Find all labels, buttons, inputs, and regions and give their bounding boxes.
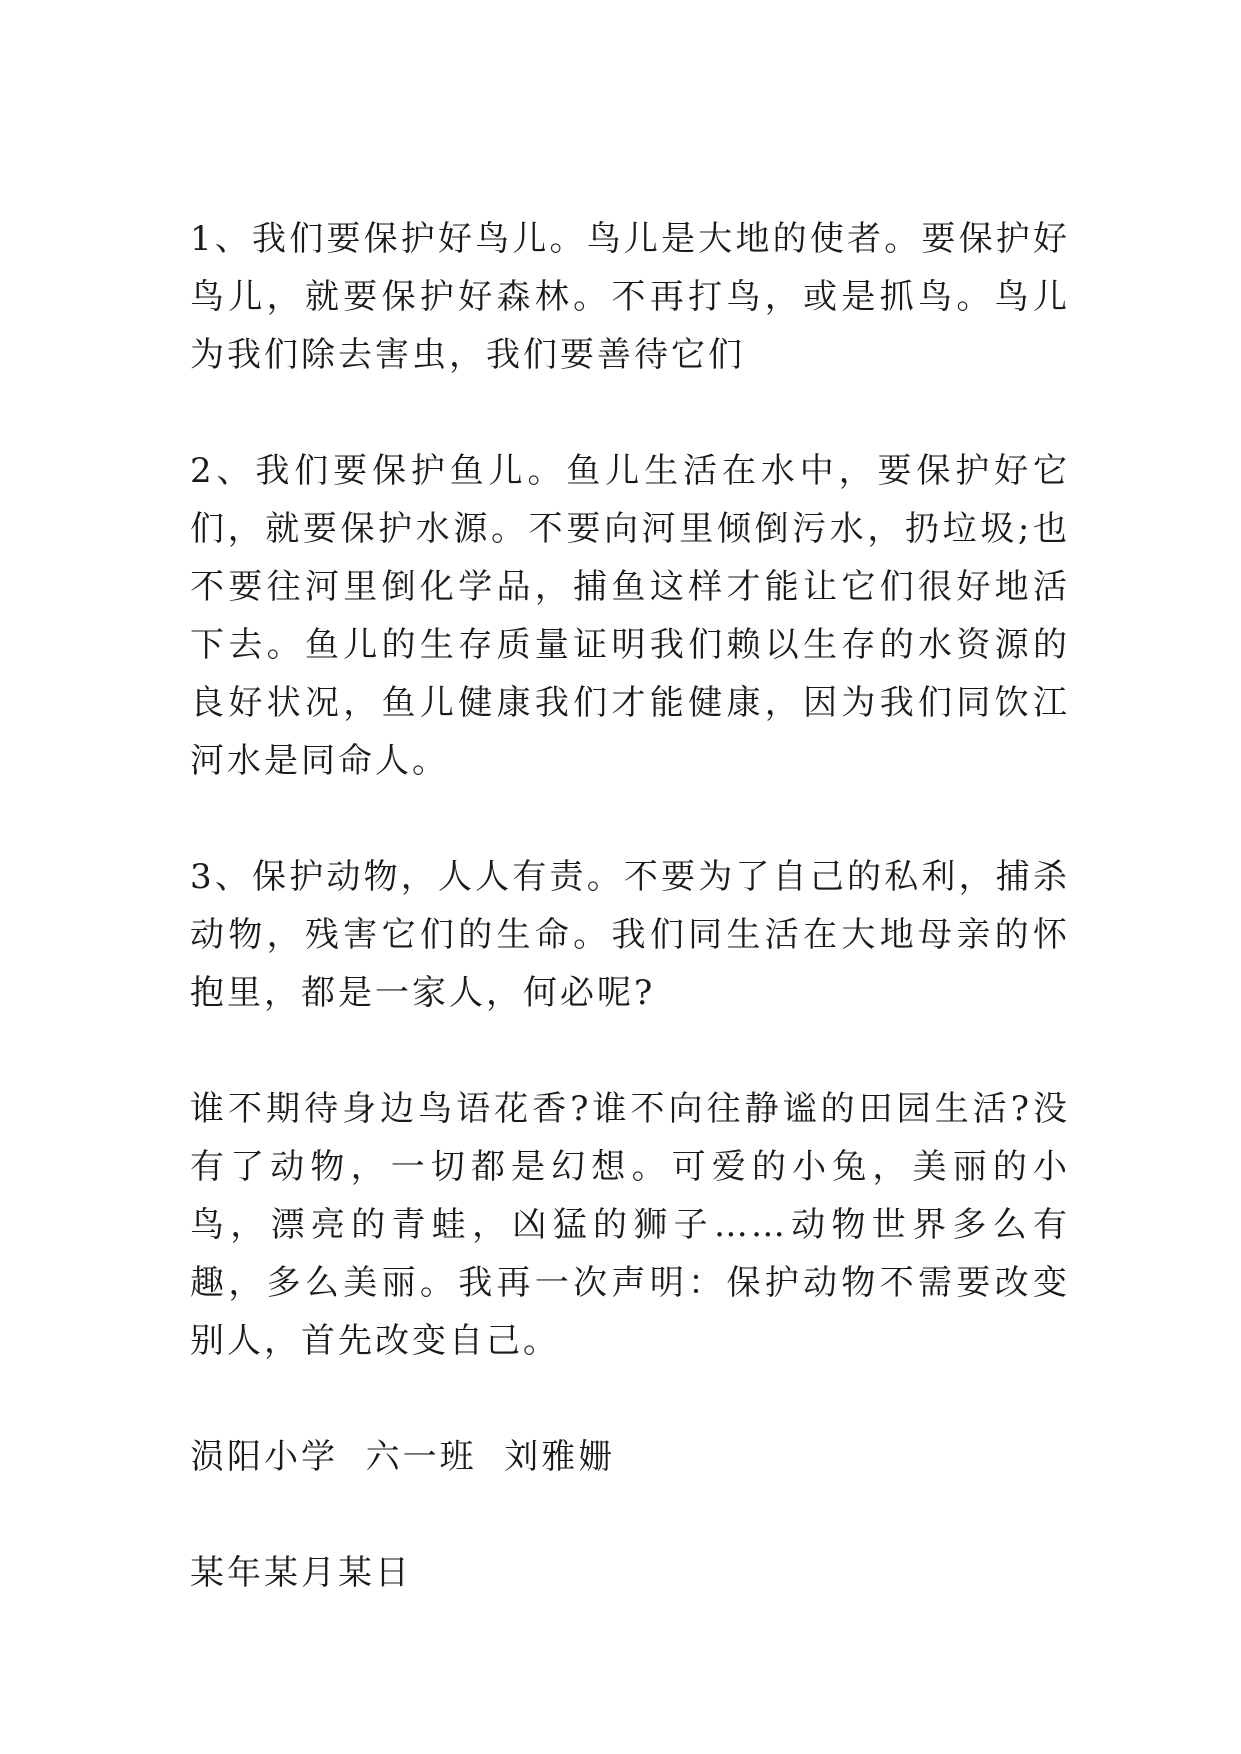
- paragraph-3: 3、保护动物，人人有责。不要为了自己的私利，捕杀动物，残害它们的生命。我们同生活在大地母亲的怀抱里，都是一家人，何必呢?: [190, 857, 1070, 1013]
- document-body: [190, 210, 1070, 1660]
- paragraph-1: 1、我们要保护好鸟儿。鸟儿是大地的使者。要保护好鸟儿，就要保护好森林。不再打鸟，或是抓鸟。鸟儿为我们除去害虫，我们要善待它们: [190, 219, 1070, 375]
- date-line: 某年某月某日: [190, 1553, 412, 1593]
- signature-line: 涢阳小学 六一班 刘雅姗: [190, 1437, 616, 1477]
- paragraph-4: 谁不期待身边鸟语花香?谁不向往静谧的田园生活?没有了动物，一切都是幻想。可爱的小兔，美丽的小鸟，漂亮的青蛙，凶猛的狮子……动物世界多么有趣，多么美丽。我再一次声明：保护动物不需要改变别人，首先改变自己。: [190, 1089, 1070, 1361]
- paragraph-2: 2、我们要保护鱼儿。鱼儿生活在水中，要保护好它们，就要保护水源。不要向河里倾倒污水，扔垃圾;也不要往河里倒化学品，捕鱼这样才能让它们很好地活下去。鱼儿的生存质量证明我们赖以生存的水资源的良好状况，鱼儿健康我们才能健康，因为我们同饮江河水是同命人。: [190, 451, 1070, 781]
